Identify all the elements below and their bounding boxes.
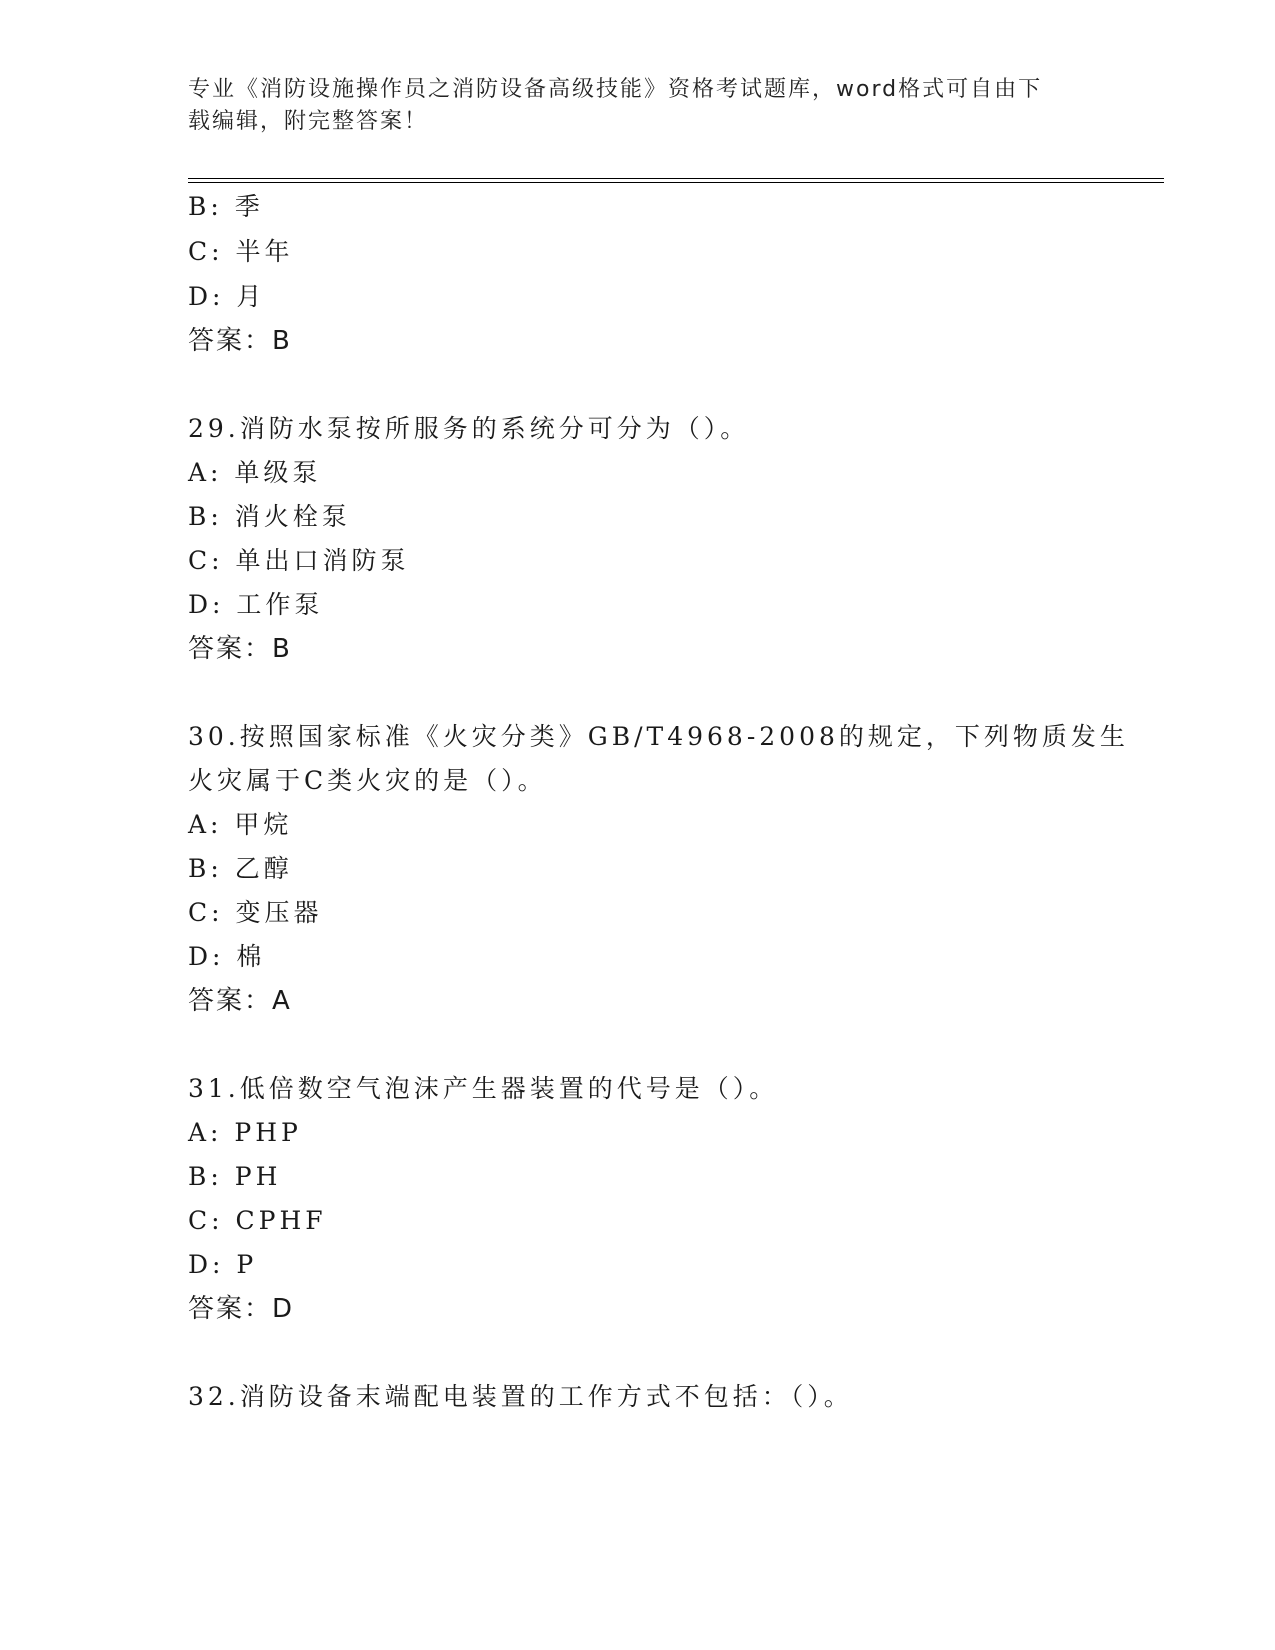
option-a: A: 单级泵 — [188, 458, 322, 487]
option-b: B: 消火栓泵 — [188, 502, 351, 531]
option-d: D: 工作泵 — [188, 590, 324, 619]
question-stem: 32.消防设备末端配电装置的工作方式不包括：（）。 — [188, 1382, 853, 1411]
header-line-1: 专业《消防设施操作员之消防设备高级技能》资格考试题库，word格式可自由下 — [188, 77, 1043, 102]
option-d: D: 月 — [188, 282, 266, 311]
question-stem-continued: 火灾属于C类火灾的是（）。 — [188, 766, 547, 795]
answer-label: 答案：D — [188, 1294, 295, 1324]
option-c: C: 变压器 — [188, 898, 323, 927]
answer-label: 答案：A — [188, 986, 292, 1016]
header-line-2: 载编辑，附完整答案！ — [188, 109, 429, 134]
answer-label: 答案：B — [188, 326, 292, 356]
option-c: C: 单出口消防泵 — [188, 546, 410, 575]
option-a: A: 甲烷 — [188, 810, 293, 839]
option-b: B: 乙醇 — [188, 854, 293, 883]
answer-label: 答案：B — [188, 634, 292, 664]
option-d: D: 棉 — [188, 942, 266, 971]
question-stem: 29.消防水泵按所服务的系统分可分为（）。 — [188, 414, 750, 443]
header-divider-top — [188, 178, 1164, 179]
option-b: B: PH — [188, 1162, 282, 1191]
option-c: C: CPHF — [188, 1206, 327, 1235]
option-c: C: 半年 — [188, 237, 294, 266]
document-header — [188, 74, 1068, 138]
question-stem: 31.低倍数空气泡沫产生器装置的代号是（）。 — [188, 1074, 779, 1103]
header-divider-bottom — [188, 182, 1164, 183]
option-d: D: P — [188, 1250, 258, 1279]
option-a: A: PHP — [188, 1118, 302, 1147]
option-b: B: 季 — [188, 192, 264, 221]
question-stem: 30.按照国家标准《火灾分类》GB/T4968-2008的规定，下列物质发生 — [188, 722, 1129, 751]
